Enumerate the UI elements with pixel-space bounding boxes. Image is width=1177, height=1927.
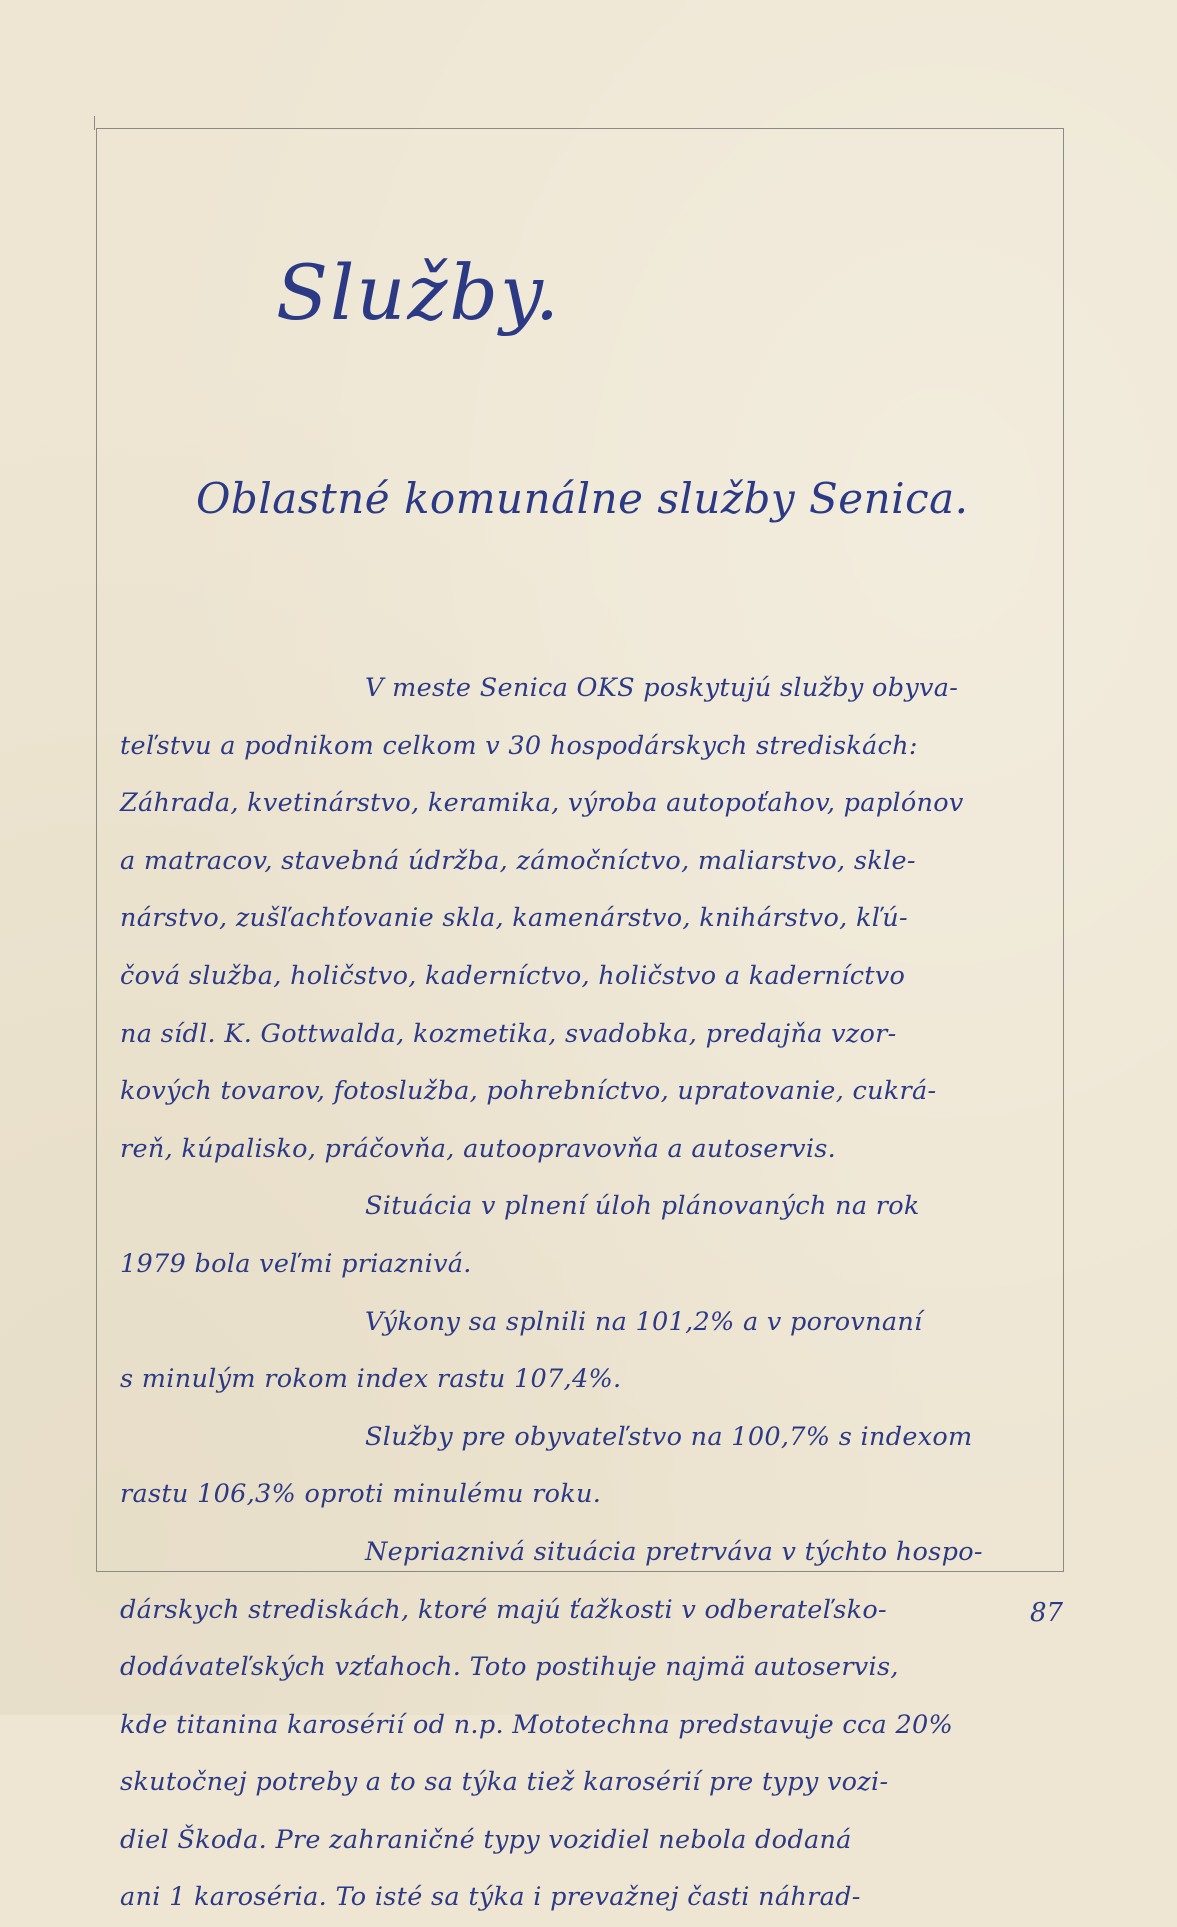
text-line: dodávateľských vzťahoch. Toto postihuje najmä autoservis, xyxy=(120,1652,899,1683)
text-line: kde titanina karosérií od n.p. Mototechna predstavuje cca 20% xyxy=(120,1709,954,1740)
text-line: nárstvo, zušľachťovanie skla, kamenárstvo, knihárstvo, kľú- xyxy=(120,903,908,934)
text-line: Služby pre obyvateľstvo na 100,7% s indexom xyxy=(365,1421,973,1452)
text-line: rastu 106,3% oproti minulému roku. xyxy=(120,1479,602,1510)
text-line: V meste Senica OKS poskytujú služby obyva- xyxy=(365,673,959,703)
body-text xyxy=(120,660,1050,1927)
text-line: Nepriaznivá situácia pretrváva v týchto hospo- xyxy=(365,1536,983,1567)
text-line: skutočnej potreby a to sa týka tiež karosérií pre typy vozi- xyxy=(120,1767,889,1798)
page-title: Služby. xyxy=(276,248,562,337)
text-line: Výkony sa splnili na 101,2% a v porovnaní xyxy=(365,1306,923,1337)
text-line: Situácia v plnení úloh plánovaných na rok xyxy=(365,1191,920,1222)
text-line: čová služba, holičstvo, kaderníctvo, holičstvo a kaderníctvo xyxy=(120,960,906,991)
text-line: diel Škoda. Pre zahraničné typy vozidiel nebola dodaná xyxy=(120,1824,852,1855)
text-line: Záhrada, kvetinárstvo, keramika, výroba autopoťahov, paplónov xyxy=(120,788,964,819)
text-line: kových tovarov, fotoslužba, pohrebníctvo, upratovanie, cukrá- xyxy=(120,1076,937,1107)
page-number: 87 xyxy=(1030,1598,1064,1628)
text-line: na sídl. K. Gottwalda, kozmetika, svadobka, predajňa vzor- xyxy=(120,1018,897,1049)
text-line: dárskych strediskách, ktoré majú ťažkosti v odberateľsko- xyxy=(120,1594,887,1625)
text-line: 1979 bola veľmi priaznivá. xyxy=(120,1248,472,1279)
text-line: a matracov, stavebná údržba, zámočníctvo, maliarstvo, skle- xyxy=(120,845,916,876)
text-line: reň, kúpalisko, práčovňa, autoopravovňa a autoservis. xyxy=(120,1133,837,1164)
pencil-corner-mark xyxy=(94,116,95,130)
text-line: ani 1 karoséria. To isté sa týka i prevažnej časti náhrad- xyxy=(120,1882,861,1913)
page-subtitle: Oblastné komunálne služby Senica. xyxy=(196,474,969,523)
text-line: s minulým rokom index rastu 107,4%. xyxy=(120,1364,622,1395)
text-line: teľstvu a podnikom celkom v 30 hospodárskych strediskách: xyxy=(120,730,918,761)
